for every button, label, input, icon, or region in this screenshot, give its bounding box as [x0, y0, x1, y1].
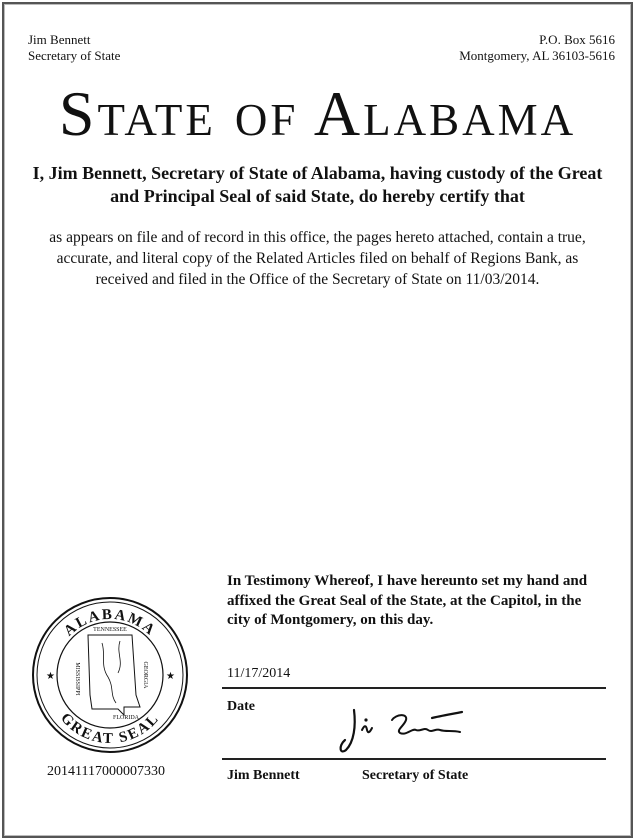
po-box: P.O. Box 5616 — [539, 32, 615, 47]
certification-body: as appears on file and of record in this office, the pages hereto attached, contain a true, accurate, and literal copy of the Related Articles filed on behalf of Regions Bank, as received and filed in the Office of the Secretary of State on 11/03/2014. — [49, 229, 586, 288]
date-label: Date — [227, 699, 255, 714]
signer-name: Jim Bennett — [227, 768, 300, 783]
document-number: 20141117000007330 — [47, 764, 165, 779]
document-title: State of Alabama — [58, 78, 577, 149]
seal-state-florida: FLORIDA — [112, 715, 140, 721]
header-right — [459, 32, 615, 64]
seal-star-left: ★ — [46, 671, 55, 682]
testimony-statement: In Testimony Whereof, I have hereunto set my hand and affixed the Great Seal of the State, at the Capitol, in the city of Montgomery, on this day. — [227, 573, 588, 628]
handwritten-signature — [336, 700, 476, 758]
signer-title: Secretary of State — [362, 768, 469, 783]
seal-state-mississippi: MISSISSIPPI — [74, 662, 80, 696]
secretary-title: Secretary of State — [28, 48, 121, 63]
seal-state-georgia: GEORGIA — [142, 661, 148, 689]
signature-rule — [222, 758, 606, 760]
seal-bottom-text: GREAT SEAL — [57, 710, 163, 748]
city-zip: Montgomery, AL 36103-5616 — [459, 48, 615, 63]
great-seal-of-alabama — [30, 595, 190, 755]
seal-top-text: ALABAMA — [61, 606, 159, 640]
date-value: 11/17/2014 — [227, 666, 291, 681]
date-rule — [222, 687, 606, 689]
certify-statement: I, Jim Bennett, Secretary of State of Alabama, having custody of the Great and Principal Seal of said State, do hereby certify that — [32, 163, 603, 206]
secretary-name: Jim Bennett — [28, 32, 91, 47]
seal-state-tennessee: TENNESSEE — [93, 627, 127, 633]
header-left — [28, 32, 120, 64]
seal-star-right: ★ — [166, 671, 175, 682]
